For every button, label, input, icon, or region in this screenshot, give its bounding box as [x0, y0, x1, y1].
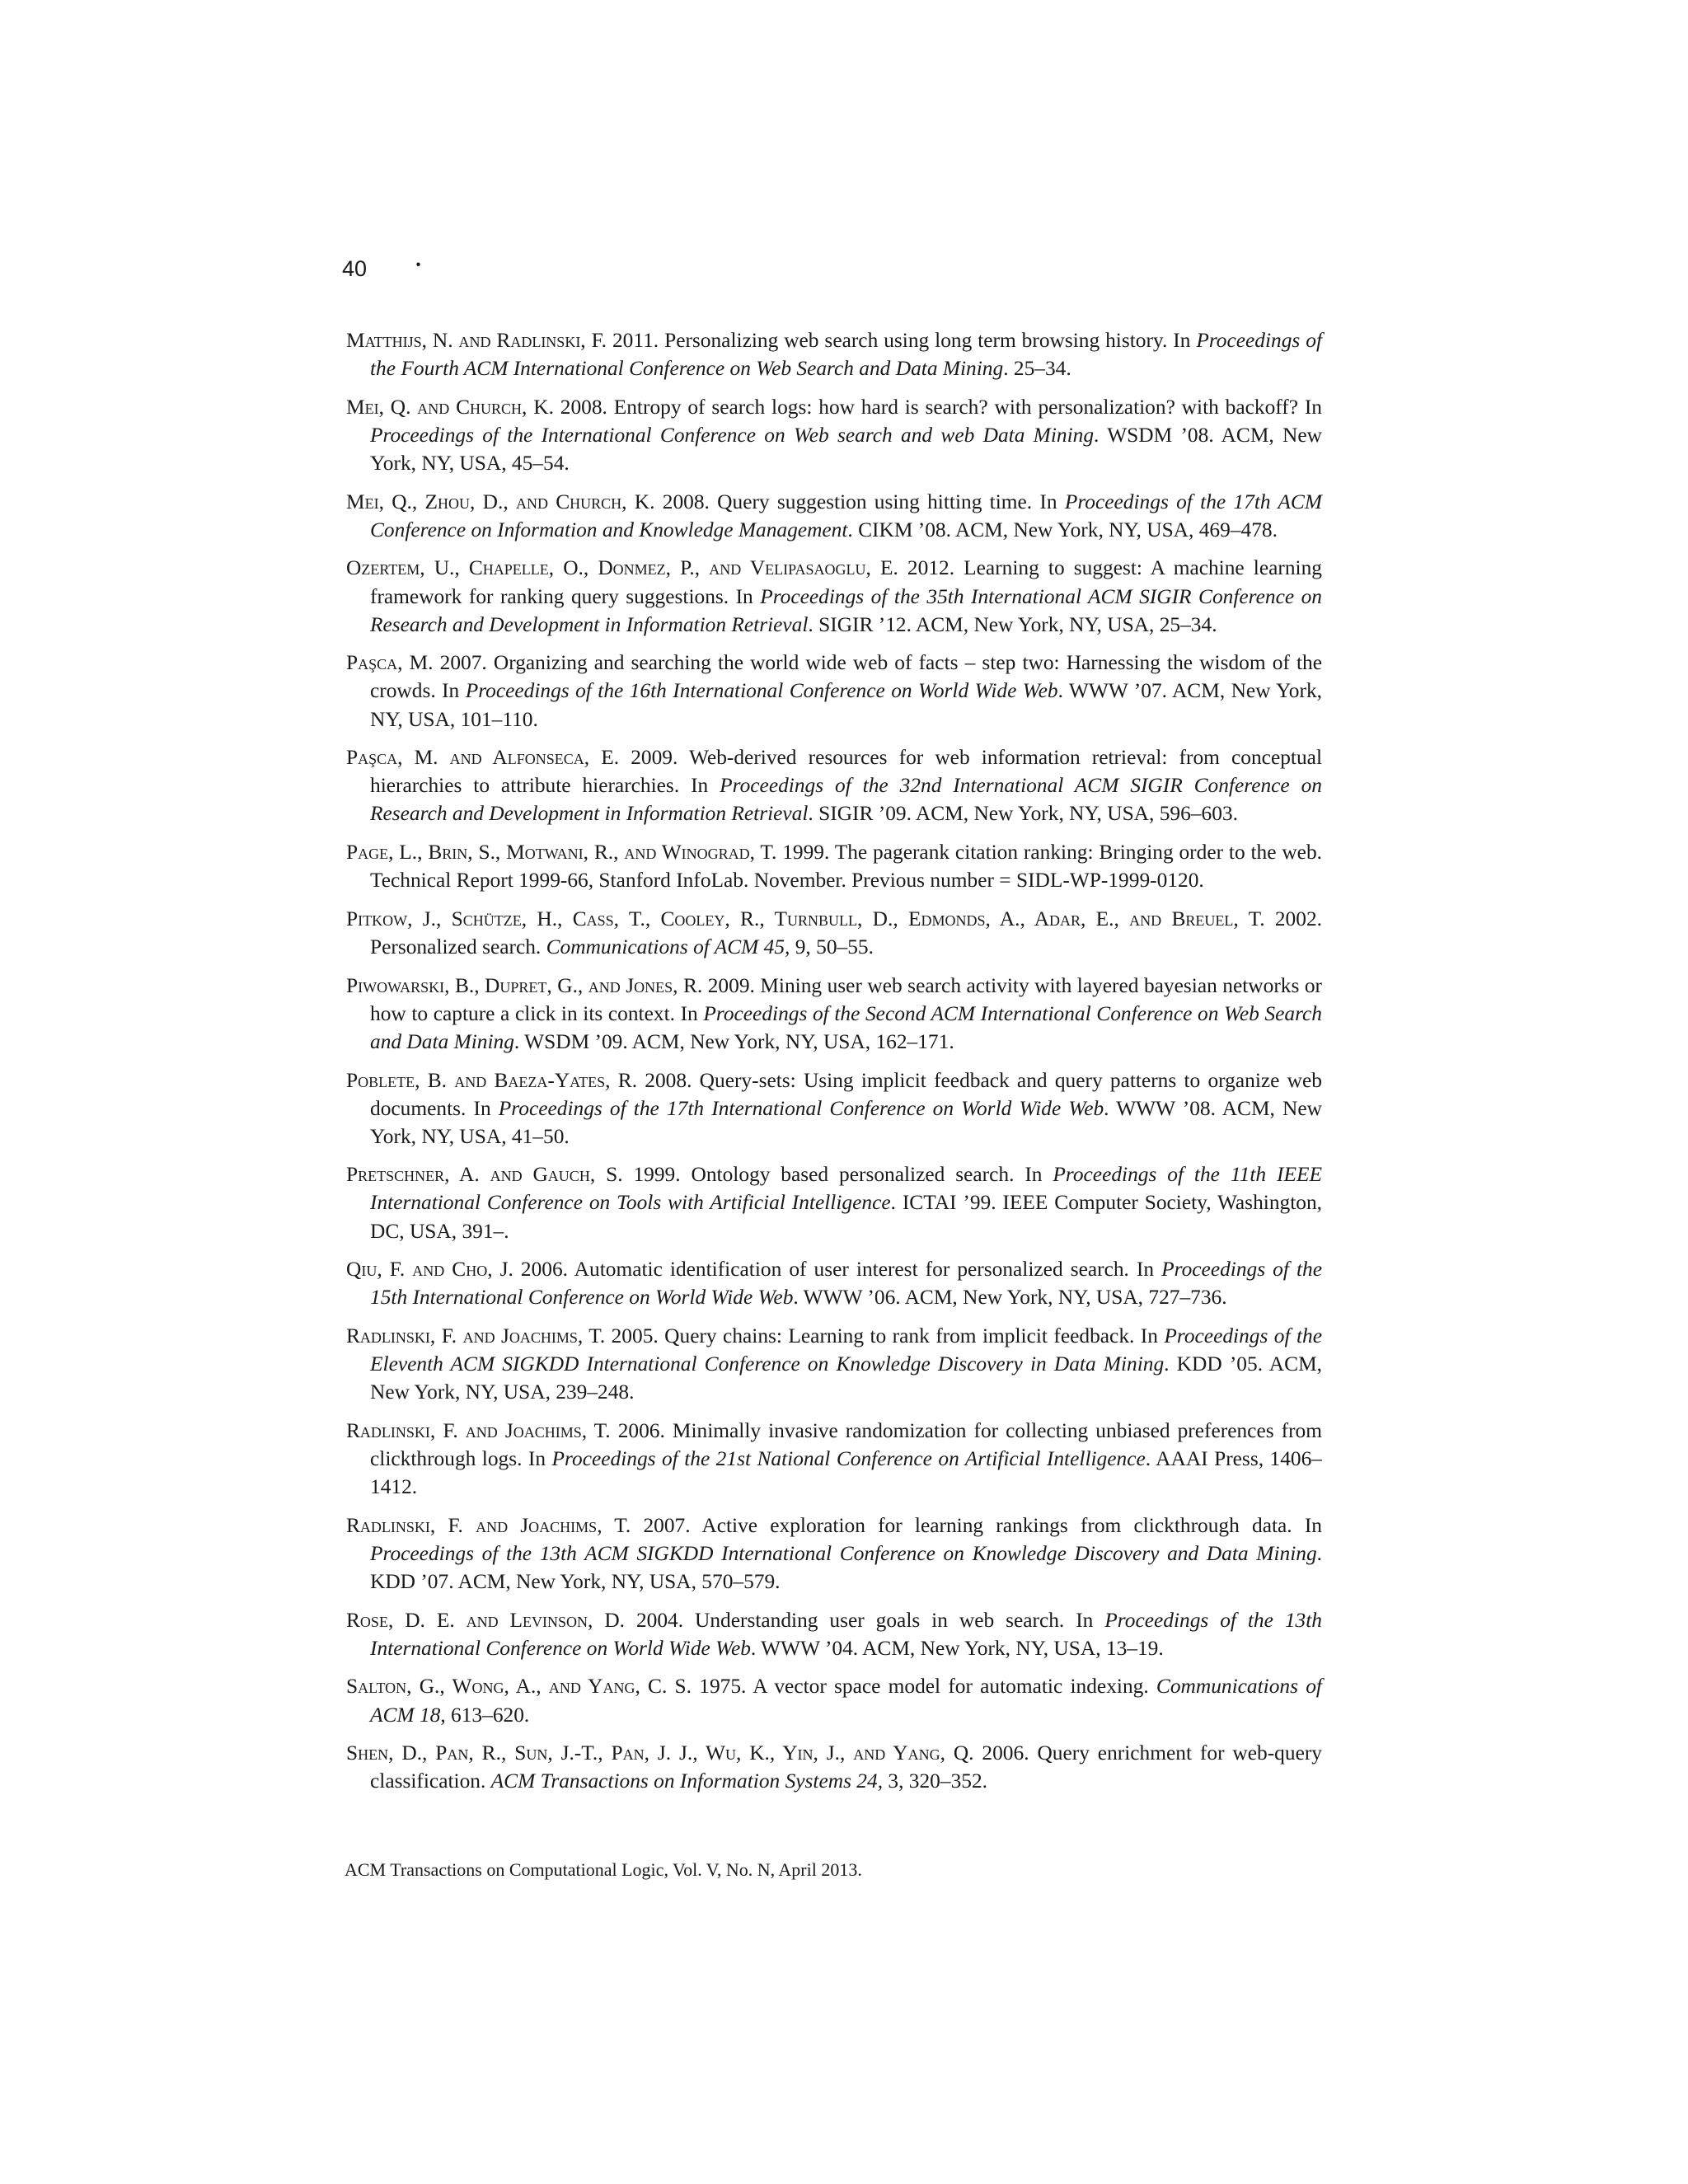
reference-tail: . SIGIR ’12. ACM, New York, NY, USA, 25–34. [808, 612, 1217, 636]
reference-venue: Proceedings of the 17th ACM Conference on Information and Knowledge Management [370, 490, 1322, 541]
reference-body: 2002. Personalized search. [370, 907, 1322, 958]
reference-venue: Proceedings of the Fourth ACM International Conference on Web Search and Data Mining [370, 329, 1322, 381]
reference-entry [346, 838, 1322, 894]
reference-tail: . KDD ’07. ACM, New York, NY, USA, 570–579. [370, 1541, 1322, 1593]
reference-venue: Proceedings of the 16th International Conference on World Wide Web [465, 679, 1058, 703]
header-separator-dot: · [415, 252, 423, 277]
reference-authors: Rose, D. E. and Levinson, D. [346, 1608, 626, 1632]
reference-entry [346, 1255, 1322, 1311]
reference-authors: Paşca, M. and Alfonseca, E. [346, 746, 620, 770]
reference-tail: . 25–34. [1003, 357, 1071, 381]
reference-venue: Proceedings of the Eleventh ACM SIGKDD International Conference on Knowledge Discovery in Data Mining [370, 1324, 1322, 1376]
reference-entry [346, 1417, 1322, 1501]
page-number: 40 [342, 256, 368, 281]
reference-entry [346, 1322, 1322, 1406]
reference-list [346, 326, 1322, 1806]
reference-body: 2009. Web-derived resources for web information retrieval: from conceptual hierarchies to attribute hierarchies. In [370, 746, 1322, 798]
reference-venue: Proceedings of the 32nd International ACM SIGIR Conference on Research and Development in Information Retrieval [370, 774, 1323, 826]
reference-authors: Page, L., Brin, S., Motwani, R., and Winograd, T. [346, 841, 777, 865]
reference-venue: Proceedings of the 13th ACM SIGKDD International Conference on Knowledge Discovery and Data Mining [370, 1541, 1317, 1565]
reference-venue: ACM Transactions on Information Systems 24, [490, 1769, 884, 1793]
reference-tail: . CIKM ’08. ACM, New York, NY, USA, 469–478. [847, 518, 1278, 541]
reference-tail: , 613–620. [440, 1703, 530, 1727]
reference-venue: Proceedings of the International Conference on Web search and web Data Mining [370, 423, 1095, 447]
reference-entry [346, 1511, 1322, 1596]
reference-body: 2012. Learning to suggest: A machine learning framework for ranking query suggestions. In [370, 556, 1322, 608]
reference-body: 2008. Entropy of search logs: how hard is search? with personalization? with backoff? In [553, 395, 1322, 419]
reference-entry [346, 905, 1322, 961]
reference-entry [346, 1160, 1322, 1244]
reference-venue: Communications of ACM 45, [546, 935, 790, 958]
reference-entry [346, 1066, 1322, 1151]
reference-authors: Pretschner, A. and Gauch, S. [346, 1163, 623, 1187]
reference-body: 1999. The pagerank citation ranking: Bringing order to the web. Technical Report 1999-66, Stanford InfoLab. November. Previous number = SIDL-WP-1999-0120. [370, 841, 1322, 893]
reference-tail: . WWW ’08. ACM, New York, NY, USA, 41–50. [370, 1096, 1322, 1148]
reference-body: 2006. Automatic identification of user interest for personalized search. In [513, 1258, 1162, 1282]
reference-venue: Proceedings of the 13th International Conference on World Wide Web [370, 1608, 1322, 1660]
reference-tail: 9, 50–55. [790, 935, 874, 958]
reference-venue: Proceedings of the 35th International ACM SIGIR Conference on Research and Development in Information Retrieval [370, 584, 1322, 636]
reference-body: 2007. Active exploration for learning rankings from clickthrough data. In [631, 1513, 1322, 1537]
reference-authors: Poblete, B. and Baeza-Yates, R. [346, 1068, 638, 1092]
reference-tail: . KDD ’05. ACM, New York, NY, USA, 239–248. [370, 1352, 1322, 1404]
reference-venue: Communications of ACM 18 [370, 1675, 1322, 1727]
reference-authors: Matthijs, N. and Radlinski, F. [346, 329, 607, 352]
reference-authors: Salton, G., Wong, A., and Yang, C. S. [346, 1675, 692, 1699]
reference-venue: Proceedings of the 17th International Conference on World Wide Web [498, 1096, 1104, 1120]
reference-entry [346, 649, 1322, 733]
reference-venue: Proceedings of the 15th International Conference on World Wide Web [370, 1258, 1322, 1310]
reference-tail: 3, 320–352. [883, 1769, 987, 1793]
reference-venue: Proceedings of the 21st National Conference on Artificial Intelligence [551, 1447, 1146, 1470]
reference-tail: . WWW ’04. ACM, New York, NY, USA, 13–19. [750, 1636, 1164, 1660]
reference-body: 2009. Mining user web search activity with layered bayesian networks or how to capture a click in its context. In [370, 973, 1323, 1025]
reference-entry [346, 393, 1322, 477]
reference-body: 1999. Ontology based personalized search. In [622, 1163, 1053, 1187]
reference-tail: . SIGIR ’09. ACM, New York, NY, USA, 596–603. [808, 802, 1238, 826]
reference-tail: . WSDM ’08. ACM, New York, NY, USA, 45–54. [370, 423, 1322, 475]
reference-tail: . WSDM ’09. ACM, New York, NY, USA, 162–171. [513, 1029, 954, 1053]
reference-tail: . WWW ’06. ACM, New York, NY, USA, 727–736. [793, 1286, 1227, 1310]
reference-body: 2005. Query chains: Learning to rank from implicit feedback. In [605, 1324, 1165, 1348]
reference-venue: Proceedings of the 11th IEEE International Conference on Tools with Artificial Intelligence [370, 1163, 1322, 1215]
reference-entry [346, 743, 1322, 827]
reference-tail: . AAAI Press, 1406–1412. [370, 1447, 1322, 1499]
reference-authors: Piwowarski, B., Dupret, G., and Jones, R. [346, 973, 703, 997]
reference-entry [346, 488, 1322, 544]
reference-entry [346, 1606, 1322, 1662]
reference-authors: Paşca, M. [346, 651, 434, 675]
reference-body: 2011. Personalizing web search using long term browsing history. In [607, 329, 1197, 352]
reference-body: 2007. Organizing and searching the world wide web of facts – step two: Harnessing the wisdom of the crowds. In [370, 651, 1322, 703]
reference-entry [346, 1672, 1322, 1728]
reference-body: 2004. Understanding user goals in web search. In [625, 1608, 1105, 1632]
page-header [342, 252, 1331, 285]
reference-entry [346, 554, 1322, 638]
reference-authors: Radlinski, F. and Joachims, T. [346, 1324, 606, 1348]
reference-entry [346, 326, 1322, 382]
reference-authors: Mei, Q. and Church, K. [346, 395, 554, 419]
reference-tail: . WWW ’07. ACM, New York, NY, USA, 101–110. [370, 679, 1323, 731]
reference-authors: Mei, Q., Zhou, D., and Church, K. [346, 490, 655, 513]
reference-authors: Qiu, F. and Cho, J. [346, 1258, 513, 1282]
journal-footer: ACM Transactions on Computational Logic, Vol. V, No. N, April 2013. [345, 1859, 862, 1880]
reference-authors: Pitkow, J., Schütze, H., Cass, T., Cooley, R., Turnbull, D., Edmonds, A., Adar, E., and Breuel, T. [346, 907, 1265, 930]
reference-body: 2008. Query suggestion using hitting time. In [654, 490, 1065, 513]
reference-authors: Radlinski, F. and Joachims, T. [346, 1418, 611, 1442]
reference-authors: Shen, D., Pan, R., Sun, J.-T., Pan, J. J., Wu, K., Yin, J., and Yang, Q. [346, 1741, 974, 1765]
reference-body: 1975. A vector space model for automatic indexing. [692, 1675, 1156, 1699]
reference-body: 2008. Query-sets: Using implicit feedback and query patterns to organize web documents. In [370, 1068, 1322, 1120]
reference-authors: Radlinski, F. and Joachims, T. [346, 1513, 631, 1537]
reference-venue: Proceedings of the Second ACM International Conference on Web Search and Data Mining [370, 1001, 1322, 1053]
reference-body: 2006. Minimally invasive randomization for collecting unbiased preferences from clickthrough logs. In [370, 1418, 1322, 1470]
reference-entry [346, 1739, 1322, 1795]
reference-tail: . ICTAI ’99. IEEE Computer Society, Washington, DC, USA, 391–. [370, 1191, 1322, 1243]
reference-authors: Ozertem, U., Chapelle, O., Donmez, P., and Velipasaoglu, E. [346, 556, 898, 580]
reference-body: 2006. Query enrichment for web-query classification. [370, 1741, 1322, 1793]
reference-entry [346, 972, 1322, 1056]
